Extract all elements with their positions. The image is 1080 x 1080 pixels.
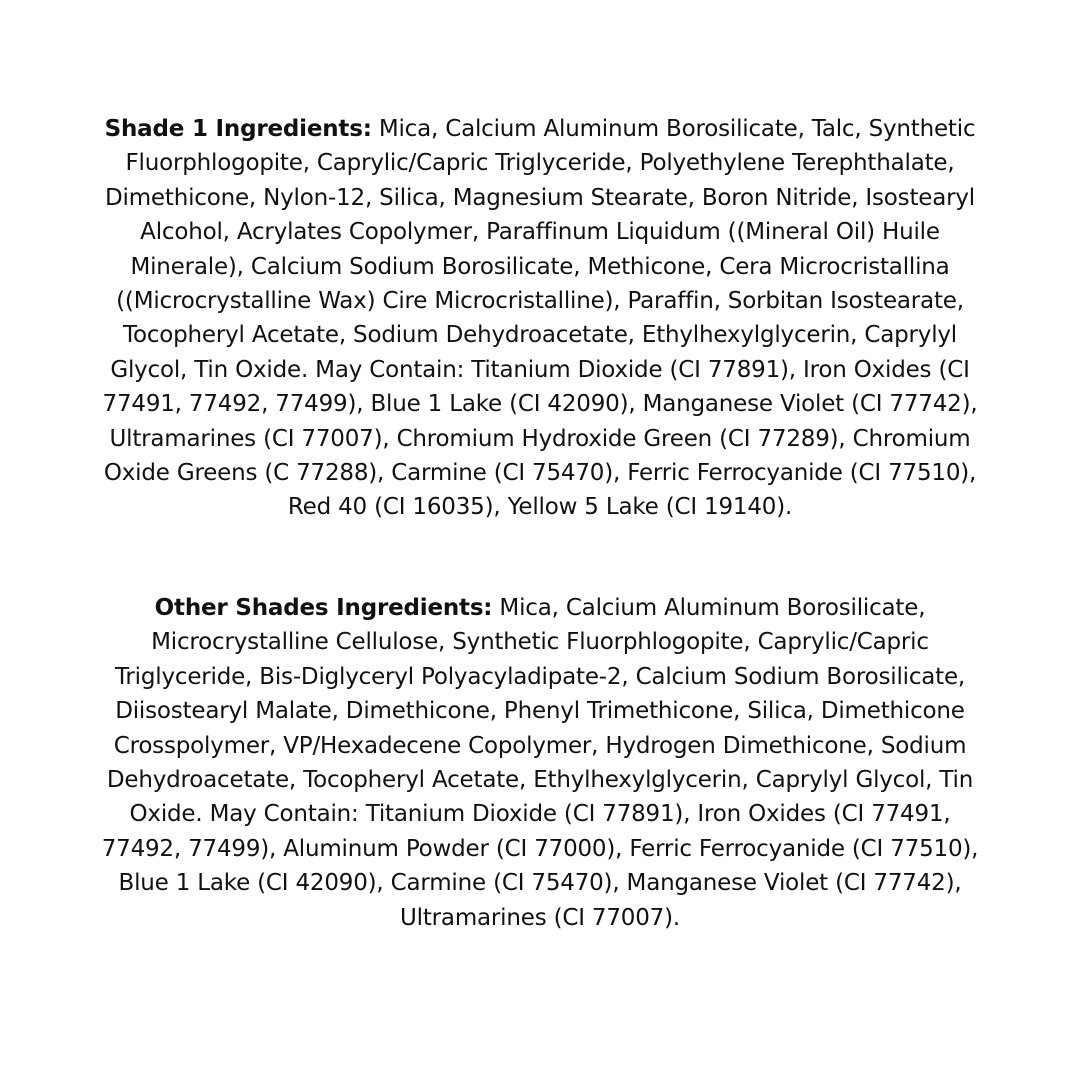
shade-1-ingredients xyxy=(100,112,980,525)
other-shades-heading: Other Shades Ingredients: xyxy=(154,595,493,621)
other-shades-ingredient-list: Mica, Calcium Aluminum Borosilicate, Microcrystalline Cellulose, Synthetic Fluorphlogopite, Caprylic/Capric Triglyceride, Bis-Diglyceryl Polyacyladipate-2, Calcium Sodium Borosilicate, Diisostearyl Malate, Dimethicone, Phenyl Trimethicone, Silica, Dimethicone Crosspolymer, VP/Hexadecene Copolymer, Hydrogen Dimethicone, Sodium Dehydroacetate, Tocopheryl Acetate, Ethylhexylglycerin, Caprylyl Glycol, Tin Oxide. May Contain: Titanium Dioxide (CI 77891), Iron Oxides (CI 77491, 77492, 77499), Aluminum Powder (CI 77000), Ferric Ferrocyanide (CI 77510), Blue 1 Lake (CI 42090), Carmine (CI 75470), Manganese Violet (CI 77742), Ultramarines (CI 77007). xyxy=(101,595,979,931)
shade-1-heading: Shade 1 Ingredients: xyxy=(104,116,372,142)
shade-1-ingredient-list: Mica, Calcium Aluminum Borosilicate, Talc, Synthetic Fluorphlogopite, Caprylic/Capric Triglyceride, Polyethylene Terephthalate, Dimethicone, Nylon-12, Silica, Magnesium Stearate, Boron Nitride, Isostearyl Alcohol, Acrylates Copolymer, Paraffinum Liquidum ((Mineral Oil) Huile Minerale), Calcium Sodium Borosilicate, Methicone, Cera Microcristallina ((Microcrystalline Wax) Cire Microcristalline), Paraffin, Sorbitan Isostearate, Tocopheryl Acetate, Sodium Dehydroacetate, Ethylhexylglycerin, Caprylyl Glycol, Tin Oxide. May Contain: Titanium Dioxide (CI 77891), Iron Oxides (CI 77491, 77492, 77499), Blue 1 Lake (CI 42090), Manganese Violet (CI 77742), Ultramarines (CI 77007), Chromium Hydroxide Green (CI 77289), Chromium Oxide Greens (C 77288), Carmine (CI 75470), Ferric Ferrocyanide (CI 77510), Red 40 (CI 16035), Yellow 5 Lake (CI 19140). xyxy=(102,116,978,521)
other-shades-ingredients xyxy=(100,591,980,935)
